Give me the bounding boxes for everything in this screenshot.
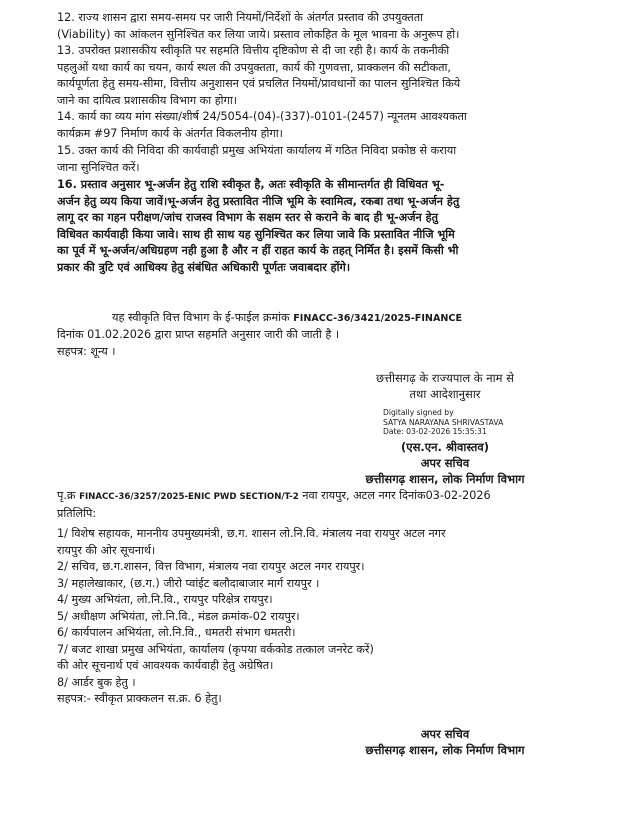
text-line: 12. राज्य शासन द्वारा समय-समय पर जारी नियमों/निर्देशों के अंतर्गत प्रस्ताव की उपयुक्तता xyxy=(57,11,424,24)
finance-file-number: FINACC-36/3421/2025-FINANCE xyxy=(293,313,463,324)
copy-item: 7/ बजट शाखा प्रमुख अभियंता, कार्यालय (कृपया वर्ककोड तत्काल जनरेट करें) xyxy=(57,642,374,656)
text-line: लागू दर का गहन परीक्षण/जांच राजस्व विभाग के सक्षम स्तर से कराने के बाद ही भू-अर्जन हेतु xyxy=(57,211,438,224)
signatory-department: छत्तीसगढ़ शासन, लोक निर्माण विभाग xyxy=(365,472,525,486)
paragraph-13 xyxy=(57,43,577,109)
text-line: 16. प्रस्ताव अनुसार भू-अर्जन हेतु राशि स्वीकृत है, अतः स्वीकृति के सीमान्तर्गत ही विधिवत भू- xyxy=(57,178,445,191)
approval-line xyxy=(112,310,582,328)
endorsement-header xyxy=(57,488,597,522)
enclosure-line xyxy=(57,344,577,361)
signatory-block xyxy=(340,439,550,487)
text-line: 13. उपरोक्त प्रशासकीय स्वीकृति पर सहमति वित्तीय दृष्टिकोण से दी जा रही है। कार्य के तकनीकी xyxy=(57,44,450,57)
signatory-designation: अपर सचिव xyxy=(420,456,470,470)
endorsement-place-date: नवा रायपुर, अटल नगर दिनांक03-02-2026 xyxy=(302,489,491,502)
text-line: सहपत्र: शून्य । xyxy=(57,345,116,358)
copy-item: 1/ विशेष सहायक, माननीय उपमुख्यमंत्री, छ.ग. शासन लो.नि.वि. मंत्रालय नवा रायपुर अटल नगर xyxy=(57,527,446,540)
digital-sig-label: Digitally signed by xyxy=(383,408,454,417)
text-line: विधिवत कार्यवाही किया जावे। साथ ही साथ यह सुनिश्चित कर लिया जावे कि प्रस्तावित नीजि भूमि xyxy=(57,227,455,241)
paragraph-14 xyxy=(57,109,577,142)
copy-item-cont: रायपुर की ओर सूचनार्थ। xyxy=(57,543,156,557)
paragraph-15 xyxy=(57,143,577,176)
copy-list xyxy=(57,526,577,708)
digital-sig-date: Date: 03-02-2026 15:35:31 xyxy=(383,427,487,436)
approval-prefix: यह स्वीकृति वित्त विभाग के ई-फाईल क्रमांक xyxy=(112,311,290,324)
digital-signature xyxy=(383,408,503,437)
footer-department: छत्तीसगढ़ शासन, लोक निर्माण विभाग xyxy=(365,743,525,757)
endorsement-enclosure: सहपत्र:- स्वीकृत प्राक्कलन स.क्र. 6 हेतु। xyxy=(57,692,222,705)
copy-item-cont: की ओर सूचनार्थ एवं आवश्यक कार्यवाही हेतु अग्रेषित। xyxy=(57,659,274,672)
copy-item: 5/ अधीक्षण अभियंता, लो.नि.वि., मंडल क्रमांक-02 रायपुर। xyxy=(57,609,300,623)
copy-item: 3/ महालेखाकार, (छ.ग.) जीरो प्वांईट बलौदाबाजार मार्ग रायपुर । xyxy=(57,576,320,590)
copy-label: प्रतिलिपि: xyxy=(57,506,97,520)
text-line: प्रकार की त्रुटि एवं आधिक्य हेतु संबंधित अधिकारी पूर्णतः जवाबदार होंगे। xyxy=(57,260,351,274)
text-line: कार्यपूर्णता हेतु समय-सीमा, वित्तीय अनुशासन एवं प्रचलित नियमों/प्रावधानों का पालन सुनिश्चित किये xyxy=(57,77,461,90)
endorsement-prefix: पृ.क्र xyxy=(57,489,76,502)
text-line: 15. उक्त कार्य की निविदा की कार्यवाही प्रमुख अभियंता कार्यालय में गठित निविदा प्रकोष्ठ से कराया xyxy=(57,144,457,157)
endorsement-file-number: FINACC-36/3257/2025-ENIC PWD SECTION/T-2 xyxy=(79,492,299,502)
text-line: पहलुओं यथा कार्य का चयन, कार्य स्थल की उपयुक्तता, कार्य की गुणवत्ता, प्राक्कलन की सटीकता, xyxy=(57,60,451,74)
text-line: 14. कार्य का व्यय मांग संख्या/शीर्ष 24/5054-(04)-(337)-0101-(2457) न्यूनतम आवश्यकता xyxy=(57,110,467,123)
copy-item: 2/ सचिव, छ.ग.शासन, वित्त विभाग, मंत्रालय नवा रायपुर अटल नगर रायपुर। xyxy=(57,560,365,573)
paragraph-12 xyxy=(57,10,577,43)
governor-line-2: तथा आदेशानुसार xyxy=(409,387,481,401)
copy-item: 4/ मुख्य अभियंता, लो.नि.वि., रायपुर परिक्षेत्र रायपुर। xyxy=(57,593,273,606)
governor-authority xyxy=(345,370,545,402)
digital-sig-name: SATYA NARAYANA SHRIVASTAVA xyxy=(383,417,504,427)
footer-signatory xyxy=(330,726,560,758)
text-line: अर्जन हेतु व्यय किया जावें।भू-अर्जन हेतु प्रस्तावित नीजि भूमि के स्वामित्व, रकबा तथा भू-अर्जन हेतु xyxy=(57,194,460,208)
text-line: जाने का दायित्व प्रशासकीय विभाग का होगा। xyxy=(57,93,237,107)
approval-line-2 xyxy=(57,327,577,344)
text-line: दिनांक 01.02.2026 द्वारा प्राप्त सहमति अनुसार जारी की जाती है । xyxy=(57,328,340,341)
governor-line-1: छत्तीसगढ़ के राज्यपाल के नाम से xyxy=(376,371,514,385)
text-line: जाना सुनिश्चित करें। xyxy=(57,160,140,174)
copy-item: 6/ कार्यपालन अभियंता, लो.नि.वि., धमतरी संभाग धमतरी। xyxy=(57,626,296,639)
signatory-name: (एस.एन. श्रीवास्तव) xyxy=(400,440,490,454)
text-line: (Viability) का आंकलन सुनिश्चित कर लिया जाये। प्रस्ताव लोकहित के मूल भावना के अनुरूप हो। xyxy=(57,27,460,41)
paragraph-16 xyxy=(57,177,577,276)
footer-designation: अपर सचिव xyxy=(420,727,470,741)
text-line: कार्यक्रम #97 निर्माण कार्य के अंतर्गत विकलनीय होगा। xyxy=(57,126,283,140)
copy-item: 8/ आर्डर बुक हेतु । xyxy=(57,675,136,689)
text-line: का पूर्व में भू-अर्जन/अधिग्रहण नही हुआ है और न हीं राहत कार्य के तहत् निर्मित है। इसमें किसी भी xyxy=(57,244,459,257)
